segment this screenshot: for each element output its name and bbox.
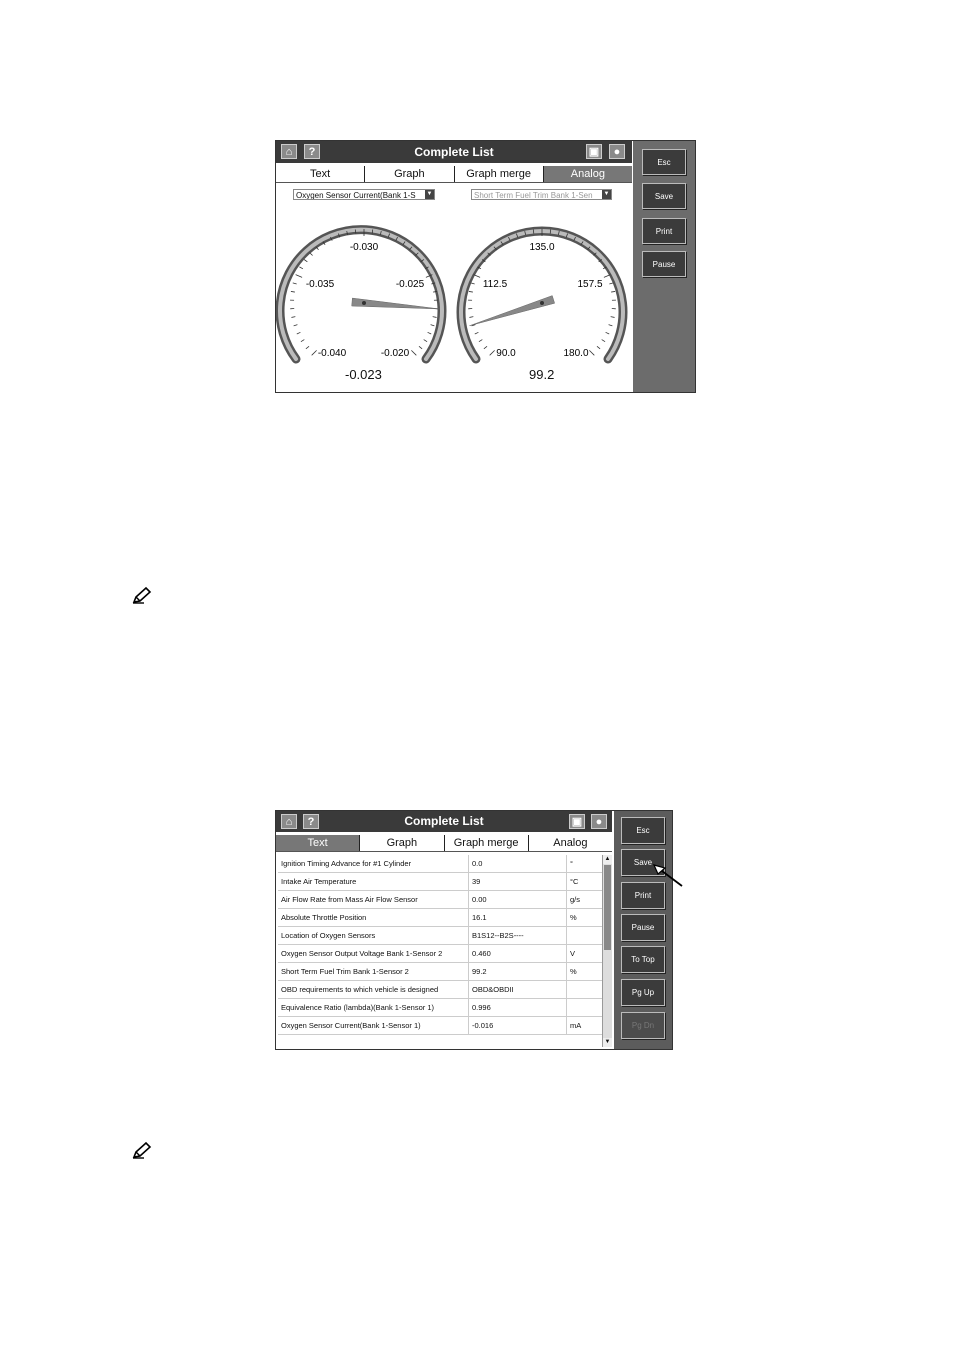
esc-button[interactable]: Esc (642, 149, 686, 175)
scrollbar[interactable] (602, 855, 612, 1047)
cell-value: 0.0 (469, 855, 567, 873)
left-tick-label: -0.025 (395, 279, 425, 290)
cell-unit: ° (567, 855, 603, 873)
gauge-tick (609, 325, 613, 326)
data-table (278, 855, 602, 1035)
tab-analog[interactable]: Analog (544, 166, 632, 182)
cell-name: Air Flow Rate from Mass Air Flow Sensor (278, 891, 469, 909)
record-icon[interactable]: ● (591, 814, 607, 829)
left-tick-label: -0.035 (305, 279, 335, 290)
cell-unit: V (567, 945, 603, 963)
cell-value: 0.460 (469, 945, 567, 963)
gauge-tick (411, 350, 416, 355)
gauge-tick (606, 332, 610, 334)
cell-unit: mA (567, 1017, 603, 1035)
tab-text[interactable]: Text (276, 835, 360, 851)
page-down-button[interactable]: Pg Dn (621, 1012, 665, 1039)
gauge-tick (294, 325, 298, 326)
cell-name: Absolute Throttle Position (278, 909, 469, 927)
cell-value: 0.00 (469, 891, 567, 909)
page-title: Complete List (414, 145, 494, 159)
gauge-tick (312, 350, 317, 355)
cell-name: OBD requirements to which vehicle is designed (278, 981, 469, 999)
home-icon[interactable]: ⌂ (281, 144, 297, 159)
gauge-tick (469, 317, 473, 318)
cell-name: Equivalence Ratio (lambda)(Bank 1-Sensor 1) (278, 999, 469, 1017)
gauge-tick (475, 332, 479, 334)
save-button[interactable]: Save (621, 849, 665, 876)
cell-unit: °C (567, 873, 603, 891)
gauge-tick (291, 317, 295, 318)
scroll-thumb[interactable] (604, 865, 611, 950)
right-tick-label: 157.5 (577, 279, 603, 290)
gauge-tick (293, 283, 297, 284)
note-pencil-icon (132, 586, 152, 604)
side-button-panel (614, 811, 672, 1049)
cell-name: Location of Oxygen Sensors (278, 927, 469, 945)
right-gauge-hub (540, 301, 544, 305)
gauge-tick (604, 275, 610, 278)
gauge-tick (301, 340, 304, 342)
tab-graph-merge[interactable]: Graph merge (445, 835, 529, 851)
title-bar (276, 141, 632, 163)
table-row[interactable] (278, 873, 602, 891)
gauge-tick (431, 325, 435, 326)
table-row[interactable] (278, 963, 602, 981)
table-row[interactable] (278, 891, 602, 909)
cell-value: -0.016 (469, 1017, 567, 1035)
gauge-tick (597, 346, 600, 348)
left-gauge-hub (362, 301, 366, 305)
tab-graph-merge[interactable]: Graph merge (455, 166, 544, 182)
gauge-tick (611, 291, 615, 292)
cell-unit: % (567, 963, 603, 981)
camera-icon[interactable]: ▣ (569, 814, 585, 829)
left-gauge-select-value: Oxygen Sensor Current(Bank 1-S (296, 191, 416, 200)
analog-screen (275, 140, 696, 393)
pause-button[interactable]: Pause (621, 914, 665, 941)
right-tick-label: 180.0 (563, 348, 589, 359)
tab-bar (276, 166, 632, 183)
tab-graph[interactable]: Graph (360, 835, 444, 851)
help-icon[interactable]: ? (303, 814, 319, 829)
help-icon[interactable]: ? (304, 144, 320, 159)
left-tick-label: -0.030 (349, 242, 379, 253)
gauge-tick (469, 291, 473, 292)
left-tick-label: -0.040 (317, 348, 347, 359)
print-button[interactable]: Print (621, 882, 665, 909)
esc-button[interactable]: Esc (621, 817, 665, 844)
tab-analog[interactable]: Analog (529, 835, 612, 851)
chevron-down-icon: ▼ (426, 191, 433, 197)
cell-name: Intake Air Temperature (278, 873, 469, 891)
right-gauge-readout: 99.2 (529, 367, 555, 382)
cell-name: Ignition Timing Advance for #1 Cylinder (278, 855, 469, 873)
print-button[interactable]: Print (642, 218, 686, 244)
cell-unit (567, 927, 603, 945)
table-row[interactable] (278, 909, 602, 927)
side-button-panel (633, 141, 695, 392)
gauge-tick (299, 267, 302, 269)
gauge-tick (602, 340, 605, 342)
left-gauge-select[interactable] (293, 189, 435, 200)
arrow-cursor-icon (652, 862, 684, 888)
table-row[interactable] (278, 1017, 602, 1035)
right-tick-label: 112.5 (482, 279, 508, 290)
gauge-tick (424, 340, 427, 342)
table-row[interactable] (278, 855, 602, 873)
gauge-tick (471, 283, 475, 284)
tab-bar (276, 835, 612, 852)
cell-value: 39 (469, 873, 567, 891)
gauge-tick (589, 350, 594, 355)
left-gauge-readout: -0.023 (345, 367, 382, 382)
gauges-svg (276, 201, 632, 371)
pause-button[interactable]: Pause (642, 251, 686, 277)
chevron-down-icon: ▼ (603, 191, 610, 197)
cell-value: 0.996 (469, 999, 567, 1017)
text-list-screen (275, 810, 673, 1050)
home-icon[interactable]: ⌂ (281, 814, 297, 829)
cell-name: Short Term Fuel Trim Bank 1-Sensor 2 (278, 963, 469, 981)
gauge-tick (433, 317, 437, 318)
cell-value: B1S12--B2S---- (469, 927, 567, 945)
tab-graph[interactable]: Graph (365, 166, 454, 182)
camera-icon[interactable]: ▣ (586, 144, 602, 159)
scroll-down-icon[interactable]: ▼ (604, 1039, 611, 1045)
gauge-tick (428, 332, 432, 334)
table-row[interactable] (278, 927, 602, 945)
cell-value: 16.1 (469, 909, 567, 927)
gauge-tick (306, 346, 309, 348)
gauge-tick (609, 283, 613, 284)
gauge-tick (304, 260, 307, 262)
right-gauge (461, 229, 623, 359)
cell-value: 99.2 (469, 963, 567, 981)
left-tick-label: -0.020 (380, 348, 410, 359)
scroll-up-icon[interactable]: ▲ (604, 856, 611, 862)
gauge-tick (291, 291, 295, 292)
cell-value: OBD&OBDII (469, 981, 567, 999)
to-top-button[interactable]: To Top (621, 946, 665, 973)
cell-unit (567, 999, 603, 1017)
gauge-tick (296, 275, 302, 278)
cell-name: Oxygen Sensor Output Voltage Bank 1-Sensor 2 (278, 945, 469, 963)
table-row[interactable] (278, 999, 602, 1017)
gauge-tick (490, 350, 495, 355)
cell-unit: g/s (567, 891, 603, 909)
gauge-tick (479, 340, 482, 342)
title-bar (276, 811, 612, 832)
gauge-tick (419, 346, 422, 348)
right-gauge-select[interactable] (471, 189, 612, 200)
right-gauge-needle (469, 296, 554, 326)
right-tick-label: 90.0 (496, 348, 516, 359)
tab-text[interactable]: Text (276, 166, 365, 182)
record-icon[interactable]: ● (609, 144, 625, 159)
cell-name: Oxygen Sensor Current(Bank 1-Sensor 1) (278, 1017, 469, 1035)
table-row[interactable] (278, 945, 602, 963)
page-title: Complete List (404, 814, 484, 828)
gauge-tick (484, 346, 487, 348)
right-gauge-select-value: Short Term Fuel Trim Bank 1-Sen (474, 191, 593, 200)
right-tick-label: 135.0 (529, 242, 555, 253)
left-gauge (280, 229, 442, 359)
cell-unit (567, 981, 603, 999)
gauge-tick (611, 317, 615, 318)
page-up-button[interactable]: Pg Up (621, 979, 665, 1006)
gauge-tick (297, 332, 301, 334)
gauge-tick (310, 253, 313, 256)
save-button[interactable]: Save (642, 183, 686, 209)
gauge-tick (474, 275, 480, 278)
table-row[interactable] (278, 981, 602, 999)
note-pencil-icon (132, 1141, 152, 1159)
cell-unit: % (567, 909, 603, 927)
